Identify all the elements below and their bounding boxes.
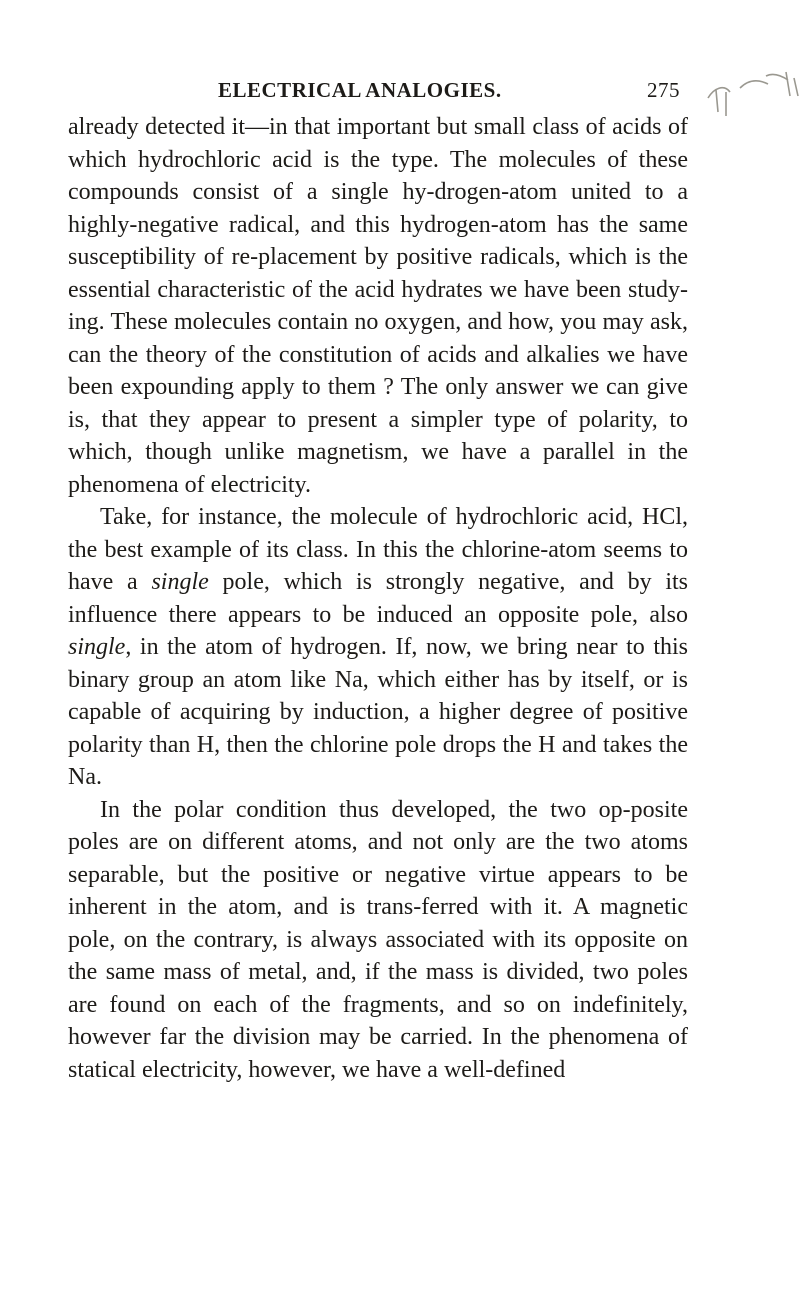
paragraph-3: In the polar condition thus developed, the two op-posite poles are on different atoms, and not only are the two atoms separable, but the positive or negative virtue appears to be inherent in the atom, and is trans-ferred with it. A magnetic pole, on the contrary, is always associated with its opposite on the same mass of metal, and, if the mass is divided, two poles are found on each of the fragments, and so on indefinitely, however far the division may be carried. In the phenomena of statical electricity, however, we have a well-defined xyxy=(68,796,688,1083)
margin-ink-mark xyxy=(690,70,800,140)
emphasis-single: single xyxy=(68,634,126,660)
paragraph-2: Take, for instance, the molecule of hydrochloric acid, HCl, the best example of its class. In this the chlorine-atom seems to have a single pole, which is strongly negative, and by its influence there appears to be induced an opposite pole, also single, in the atom of hydrogen. If, now, we bring near to this binary group an atom like Na, which either has by itself, or is capable of acquiring by induction, a higher degree of positive polarity than H, then the chlorine pole drops the H and takes the Na. xyxy=(68,504,688,790)
body-text xyxy=(68,111,688,1086)
emphasis-single: single xyxy=(151,569,209,595)
running-head-title: ELECTRICAL ANALOGIES. xyxy=(218,78,502,102)
page-number: 275 xyxy=(647,78,680,102)
running-head xyxy=(218,78,680,106)
paragraph-1: already detected it—in that important but small class of acids of which hydrochloric acid is the type. The molecules of these compounds consist of a single hy-drogen-atom united to a highly-negative radical, and this hydrogen-atom has the same susceptibility of re-placement by positive radicals, which is the essential characteristic of the acid hydrates we have been study-ing. These molecules contain no oxygen, and how, you may ask, can the theory of the constitution of acids and alkalies we have been expounding apply to them ? The only answer we can give is, that they appear to present a simpler type of polarity, to which, though unlike magnetism, we have a parallel in the phenomena of electricity. xyxy=(68,114,688,498)
